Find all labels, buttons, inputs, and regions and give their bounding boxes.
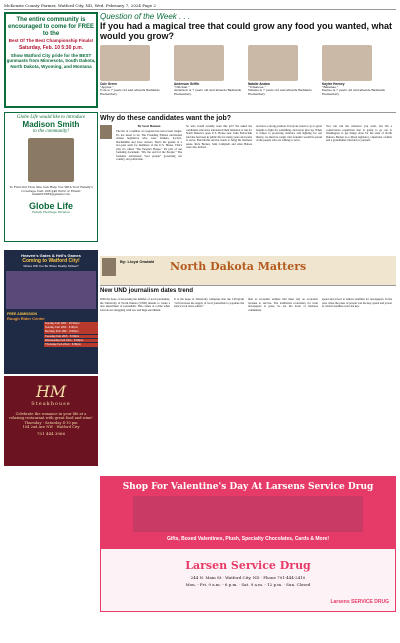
steakhouse-text1: Celebrate the romance in your life at a relaxing restaurant with great food and wine! <box>9 412 93 421</box>
heavens-gate-ad <box>4 250 98 374</box>
question-of-the-week <box>100 12 396 106</box>
heavens-date-row: Sunday Feb 18th · 10:30pm <box>44 322 98 326</box>
heavens-date-row: Thursday Feb 22nd · 6:00pm <box>44 343 98 347</box>
heavens-date-row: Sunday Feb 18th · 6:00pm <box>44 326 98 330</box>
kid-answer: "Tomatoes." <box>248 85 266 89</box>
globe-life-ad <box>4 112 98 242</box>
ndm-col4: speed and power at remote satellites for newspapers. In the past, when the press of people was the key, speed and power at central satellites were the key. <box>322 298 392 308</box>
question-text: If you had a magical tree that could grow any food you wanted, what would you grow? <box>100 21 393 41</box>
steakhouse-name: Steakhouse <box>31 401 71 407</box>
kid-answer: "Chicken." <box>174 85 190 89</box>
north-dakota-matters <box>100 256 396 472</box>
ndm-banner-title: North Dakota Matters <box>170 260 307 273</box>
kid-name: Anderson Griffin <box>174 82 200 86</box>
heavens-ad-title: Heaven's Gates & Hell's Games <box>21 253 81 258</box>
ndm-byline: By: Lloyd Omdahl <box>120 259 155 264</box>
question-label: Question of the Week . . . <box>100 12 191 21</box>
steakhouse-ad <box>4 376 98 466</box>
ndm-banner <box>100 256 396 286</box>
larsen-address: 244 N. Main St · Watford City, ND · Phone 701-444-2410 <box>190 575 306 580</box>
steakhouse-logo: HM <box>35 382 67 401</box>
cold-ad-line4: Show Watford City pride for the BEST gunmasts from Minnesota, South Dakota, North Dakota, Wyoming, and Montana <box>6 53 96 69</box>
why-col3: not have a strong position. Everyone wants to go to great lengths to fight for something, and never give up. When it comes to protecting America and fighting for our liberty, we must be tough. Our founders would be proud of the people who are willing to serve. <box>256 125 322 142</box>
kid-desc: Natalie is 7 years old and attends Badlands Elementary. <box>248 88 312 96</box>
why-article <box>100 112 396 252</box>
kid-name: Kaylee Heeney <box>322 82 345 86</box>
larsen-logo: Larsens SERVICE DRUG <box>330 599 389 605</box>
why-col2: So who would actually want this job? We asked the candidates who have announced their intention to run for North Dakota's open U.S. House seat. Julie Fedorchak said she has been in public life for many years and wants to serve. Brad Rolfe said he wants to bring his business sense. Rick Becker, Sam Campbell and Alex Balazs were also invited. <box>186 125 252 149</box>
valentine-items: Gifts, Boxed Valentines, Plush, Specialty Chocolates, Cards & More! <box>167 536 329 542</box>
ndm-author-photo <box>102 258 116 276</box>
heavens-ad-coming: Coming to Watford City! <box>22 258 80 264</box>
globe-ad-brand-sub: Family Heritage Division <box>32 209 70 214</box>
heavens-date-row: Monday Feb 19th · 6:00pm <box>44 330 98 334</box>
kid-photo <box>100 45 150 81</box>
kid-desc: Cole is 7 years old and attends Badlands Elementary. <box>100 88 160 96</box>
heavens-ad-photo <box>6 271 96 309</box>
heavens-ad-place: Rough Rider Center <box>7 316 45 321</box>
kid-answer: "Apples." <box>100 85 114 89</box>
kid-card <box>322 45 392 96</box>
globe-ad-sub: to the community! <box>32 129 70 134</box>
kid-desc: Anderson is 7 years old and attends Badlands Elementary. <box>174 88 242 96</box>
ndm-col3: than as economic entities that must rely on economic revenue to survive. The traditional economics for rural newspapers is gone. So are the hosts of business community. <box>248 298 318 312</box>
why-col1: The list of a number of congress has never been longer. It's not usual to be. The Founding Fathers envisioned citizen legislators who were farmers, doctors, blacksmiths and store owners. That's the genius of a two-year term for members of the U.S. House. That's why it's called "The People's House." It's part of our founding document. "Oh, the end for the People." The founders envisioned "real people" governing our country, not politicians. <box>116 129 182 161</box>
heavens-date-row: Wednesday Feb 21st · 6:00pm <box>44 339 98 343</box>
kid-name: Natalie Andow <box>248 82 270 86</box>
valentine-ad <box>100 476 396 548</box>
heavens-ad-tagline: Where Will You Be When Reality Strikes? <box>23 264 79 268</box>
page-header: McKenzie County Farmer, Watford City, ND, Wed. February 7, 2024 Page 2 <box>4 2 396 10</box>
heavens-ad-dates <box>44 322 98 347</box>
why-byline: By Scott Hennen <box>137 125 161 128</box>
larsen-name: Larsen Service Drug <box>185 559 311 572</box>
cold-ad-line3: Saturday, Feb. 10 5:30 p.m. <box>18 45 84 51</box>
heavens-date-row: Tuesday Feb 20th · 6:00pm <box>44 335 98 339</box>
steakhouse-phone: 701 444 3066 <box>37 430 65 436</box>
kid-card <box>100 45 170 96</box>
heavens-ad-free: FREE ADMISSION <box>7 312 38 316</box>
kid-desc: Kaylee is 7 years old and attends Badlands Elementary. <box>322 88 385 96</box>
ndm-headline: New UND journalism dates trend <box>100 288 194 294</box>
kid-card <box>174 45 244 96</box>
why-col4: You can call me whatever you want, but I'm a conservative republican that is going to go out to Washington to get things done for the state of North Dakota. Becker is a citizen legislator, a husband, a father and a grandfather. Decide for yourself. <box>326 125 392 142</box>
kid-card <box>248 45 318 96</box>
kid-answer: "Bananas." <box>322 85 339 89</box>
valentine-headline: Shop For Valentine's Day At Larsens Service Drug <box>122 482 374 492</box>
globe-ad-name: Madison Smith <box>22 120 80 129</box>
valentine-photo <box>133 496 363 532</box>
globe-ad-intro: Globe Life would like to introduce <box>16 115 86 120</box>
cold-ad <box>4 12 98 108</box>
cold-ad-line2: Best Of The Best Championship Finals! <box>8 38 94 43</box>
ndm-col2: It is the hope of University campuses that the J-Program "will increase the supply of local journalists to populate the state's local news outlets." <box>174 298 244 308</box>
larsen-hours: Mon. - Fri. 9 a.m. - 6 p.m. · Sat. 9 a.m. - 12 p.m. · Sun. Closed <box>185 582 311 587</box>
cold-ad-line1: The entire community is encouraged to come for FREE to the <box>7 17 94 37</box>
kid-photo <box>248 45 298 81</box>
globe-ad-contact: To Find Out How She Can Help You With Your Family's Coverage Call: 208 240 6222 or Email: msmith7689@gmail.com <box>9 185 93 197</box>
kids-row <box>100 45 396 96</box>
globe-ad-brand: Globe Life <box>28 200 73 211</box>
kid-photo <box>174 45 224 81</box>
globe-ad-photo <box>28 138 74 182</box>
kid-photo <box>322 45 372 81</box>
kid-name: Cole Green <box>100 82 118 86</box>
ndm-col1: With the hope of increasing the number of local journalists, the University of North Dakota (UND) intends to create a new department of journalism. This comes at a time when schools are struggling with low and high enrollment. <box>100 298 170 312</box>
author-photo <box>100 125 112 139</box>
steakhouse-address: 104 2nd Ave NW · Watford City <box>22 425 80 429</box>
steakhouse-hours: Thursday - Saturday 4-10 pm <box>24 421 78 426</box>
larsen-ad <box>100 548 396 612</box>
why-article-title: Why do these candidates want the job? <box>100 115 232 122</box>
